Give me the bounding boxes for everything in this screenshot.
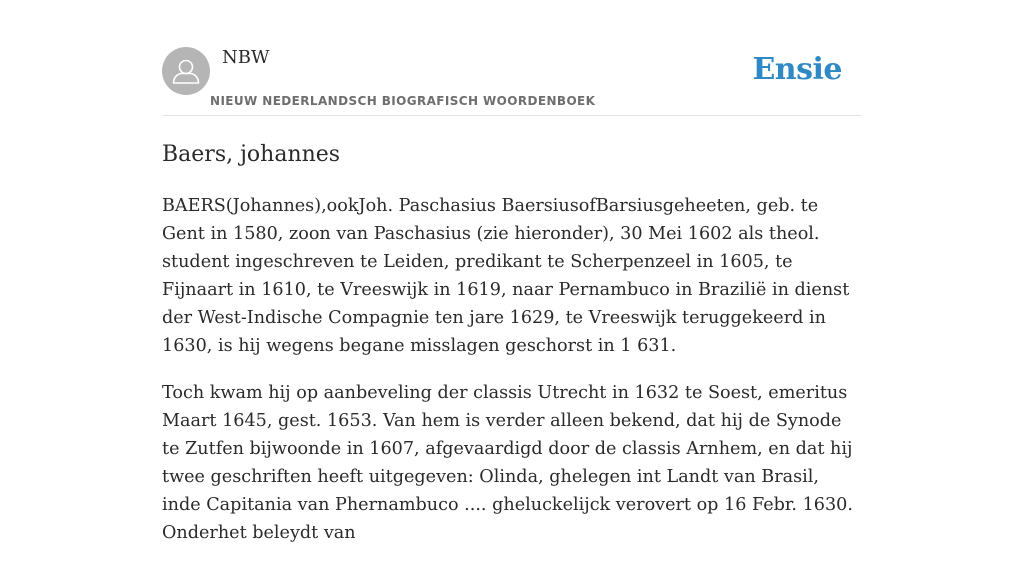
ensie-logo[interactable]: Ensie xyxy=(752,52,842,87)
page-title: Baers, johannes xyxy=(162,142,341,167)
source-header xyxy=(162,47,862,116)
avatar[interactable] xyxy=(162,47,210,95)
user-icon xyxy=(162,47,210,95)
source-abbreviation[interactable]: NBW xyxy=(222,47,270,68)
paragraph: BAERS(Johannes),ookJoh. Paschasius BaersiusofBarsiusgeheeten, geb. te Gent in 1580, zoon van Paschasius (zie hieronder), 30 Mei 1602 als theol. student ingeschreven te Leiden, predikant te Scherpenzeel in 1605, te Fijnaart in 1610, te Vreeswijk in 1619, naar Pernambuco in Brazilië in dienst der West-Indische Compagnie ten jare 1629, te Vreeswijk teruggekeerd in 1630, is hij wegens begane misslagen geschorst in 1 631. xyxy=(162,196,850,356)
paragraph: Toch kwam hij op aanbeveling der classis Utrecht in 1632 te Soest, emeritus Maart 1645, gest. 1653. Van hem is verder alleen bekend, dat hij de Synode te Zutfen bijwoonde in 1607, afgevaardigd door de classis Arnhem, en dat hij twee geschriften heeft uitgegeven: Olinda, ghelegen int Landt van Brasil, inde Capitania van Phernambuco .... gheluckelijck verovert op 16 Febr. 1630. Onderhet beleydt van xyxy=(162,383,853,543)
article-body xyxy=(162,192,862,566)
source-full-name: NIEUW NEDERLANDSCH BIOGRAFISCH WOORDENBOEK xyxy=(210,94,596,108)
